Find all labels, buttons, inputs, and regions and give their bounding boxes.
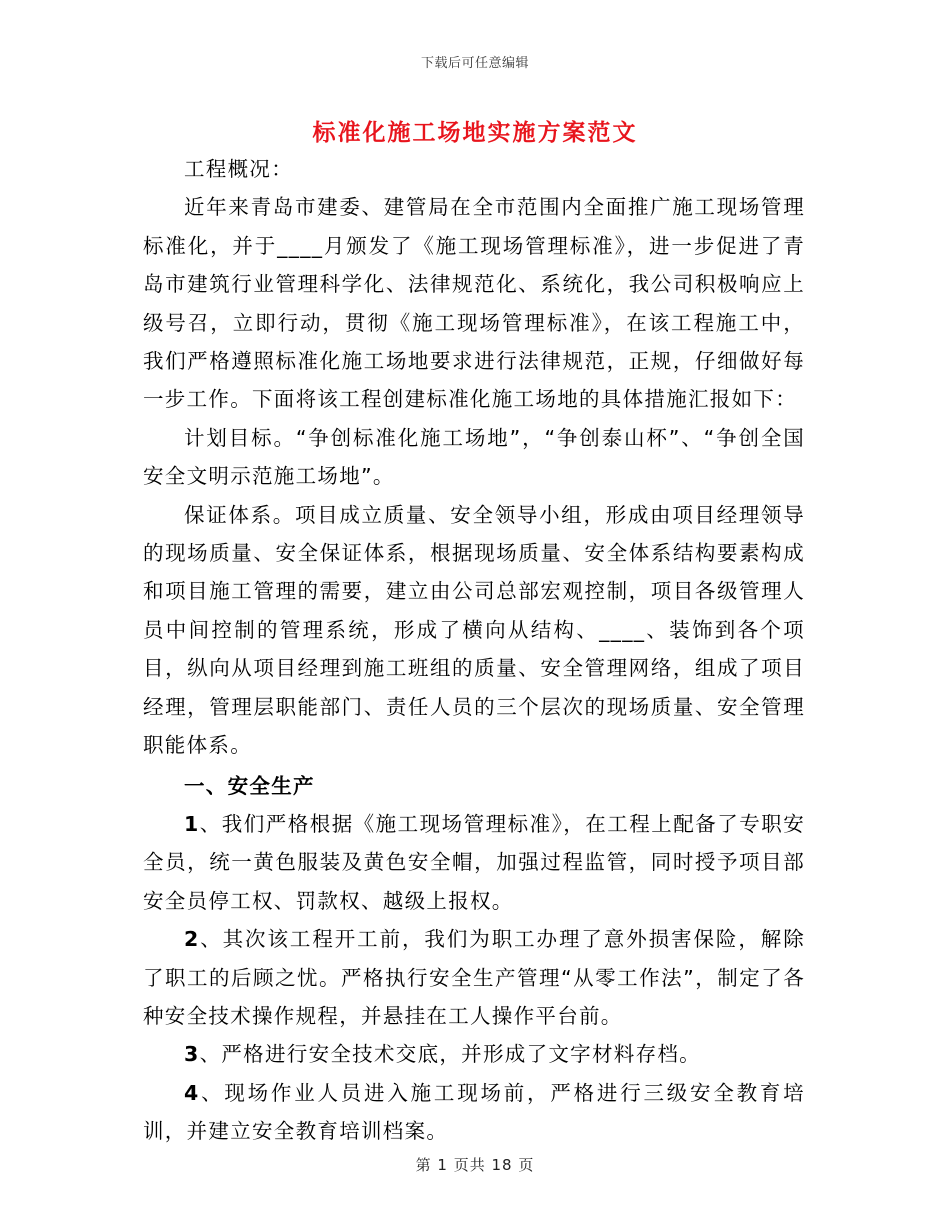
document-body [143,150,805,1151]
section-heading-safety: 一、安全生产 [184,773,315,798]
list-item-4 [143,1074,805,1151]
paragraph-background: 近年来青岛市建委、建管局在全市范围内全面推广施工现场管理标准化，并于____月颁发了《施工现场管理标准》，进一步促进了青岛市建筑行业管理科学化、法律规范化、系统化，我公司积极响应上级号召，立即行动，贯彻《施工现场管理标准》，在该工程施工中，我们严格遵照标准化施工场地要求进行法律规范，正规，仔细做好每一步工作。下面将该工程创建标准化施工场地的具体措施汇报如下： [143,195,805,412]
list-item-3-text: 、严格进行安全技术交底，并形成了文字材料存档。 [199,1042,701,1067]
list-item-4-text: 、现场作业人员进入施工现场前，严格进行三级安全教育培训，并建立安全教育培训档案。 [143,1080,805,1144]
list-item-1 [143,805,805,920]
document-title: 标准化施工场地实施方案范文 [312,120,638,146]
paragraph-guarantee-system: 保证体系。项目成立质量、安全领导小组，形成由项目经理领导的现场质量、安全保证体系，根据现场质量、安全体系结构要素构成和项目施工管理的需要，建立由公司总部宏观控制，项目各级管理人员中间控制的管理系统，形成了横向从结构、____、装饰到各个项目，纵向从项目经理到施工班组的质量、安全管理网络，组成了项目经理，管理层职能部门、责任人员的三个层次的现场质量、安全管理职能体系。 [143,502,805,758]
list-item-4-number: 4 [184,1080,200,1105]
paragraph-plan-goals: 计划目标。“争创标准化施工场地”，“争创泰山杯”、“争创全国安全文明示范施工场地”。 [143,425,805,489]
list-item-2 [143,920,805,1035]
list-item-1-text: 、我们严格根据《施工现场管理标准》，在工程上配备了专职安全员，统一黄色服装及黄色安全帽，加强过程监管，同时授予项目部安全员停工权、罚款权、越级上报权。 [143,811,805,913]
paragraph-project-overview-label: 工程概况： [184,157,293,181]
page-header-note: 下载后可任意编辑 [420,56,529,71]
list-item-3-number: 3 [184,1042,200,1067]
list-item-1-number: 1 [184,811,200,836]
list-item-3 [143,1035,805,1073]
list-item-2-text: 、其次该工程开工前，我们为职工办理了意外损害保险，解除了职工的后顾之忧。严格执行安全生产管理“从零工作法”，制定了各种安全技术操作规程，并悬挂在工人操作平台前。 [143,927,805,1028]
page-footer: 第 1 页共 18 页 [415,1156,535,1174]
list-item-2-number: 2 [184,927,200,952]
